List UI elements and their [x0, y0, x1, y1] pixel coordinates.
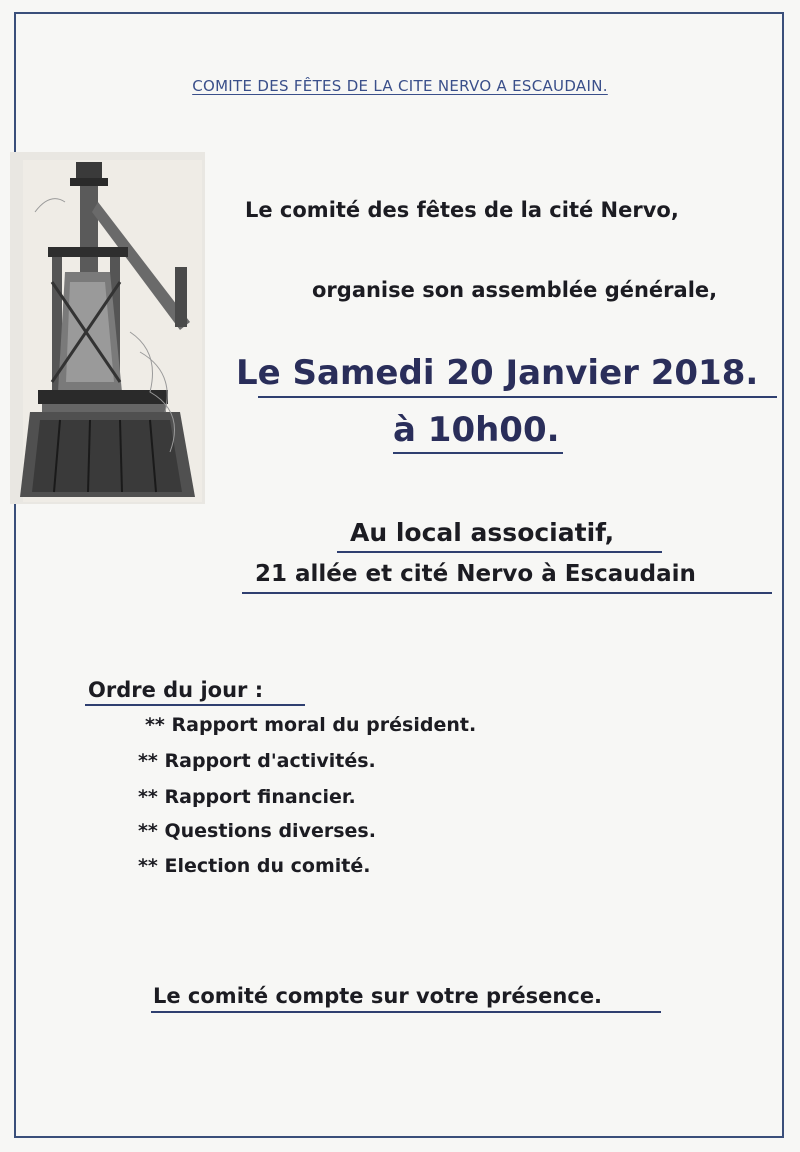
document-header: COMITE DES FÊTES DE LA CITE NERVO A ESCAUDAIN. [192, 77, 608, 95]
agenda-item: ** Rapport d'activités. [138, 750, 376, 772]
event-time: à 10h00. [393, 410, 560, 450]
agenda-item: ** Rapport financier. [138, 786, 356, 808]
venue-underline-2 [242, 592, 772, 594]
intro-line-2: organise son assemblée générale, [312, 278, 718, 302]
time-underline [393, 452, 563, 454]
agenda-item: ** Rapport moral du président. [145, 714, 477, 736]
venue-line-2: 21 allée et cité Nervo à Escaudain [255, 561, 696, 587]
venue-line-1: Au local associatif, [350, 518, 615, 547]
agenda-item: ** Election du comité. [138, 855, 371, 877]
closing-message: Le comité compte sur votre présence. [153, 984, 603, 1008]
date-underline [258, 396, 777, 398]
intro-line-1: Le comité des fêtes de la cité Nervo, [245, 198, 679, 222]
closing-underline [151, 1011, 661, 1013]
agenda-item: ** Questions diverses. [138, 820, 376, 842]
venue-underline-1 [337, 551, 662, 553]
agenda-title-underline [85, 704, 305, 706]
event-date: Le Samedi 20 Janvier 2018. [236, 353, 759, 393]
blast-furnace-illustration [10, 152, 205, 504]
agenda-title: Ordre du jour : [88, 678, 264, 702]
